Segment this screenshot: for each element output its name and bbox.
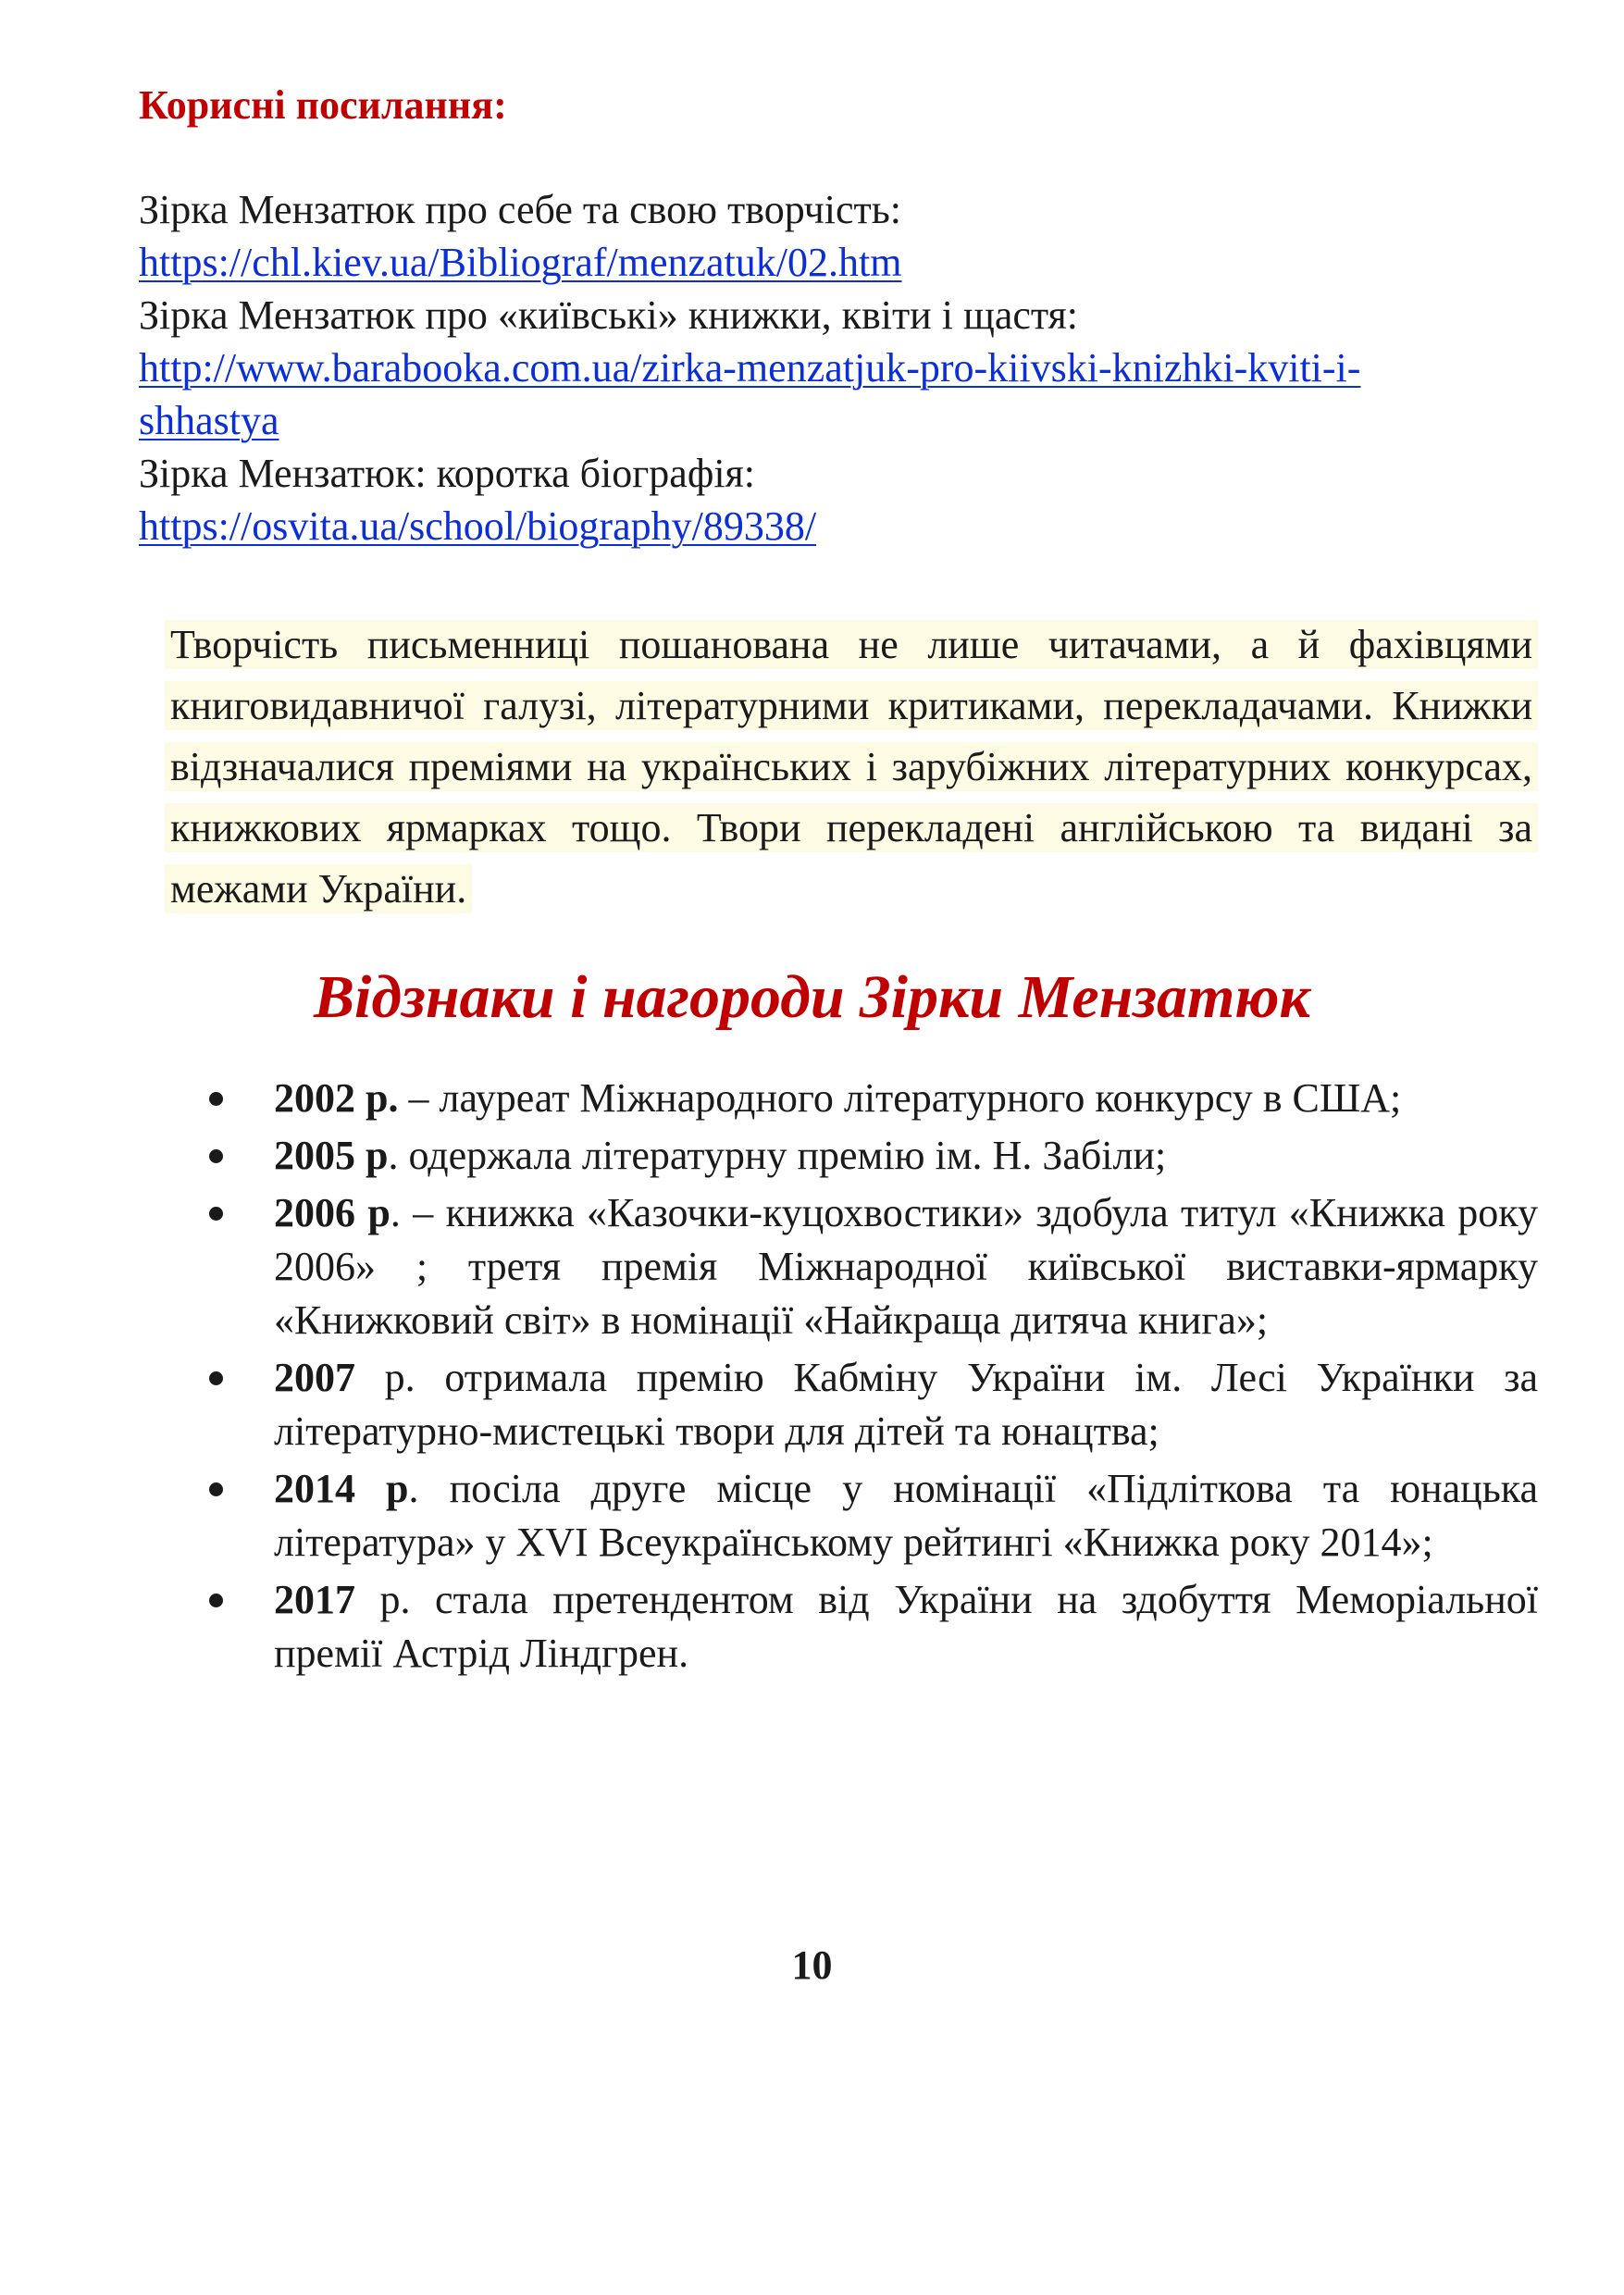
award-year: 2005 р (274, 1133, 389, 1178)
awards-list (194, 1072, 1538, 1684)
bullet-icon (209, 1092, 223, 1106)
link-chl-kiev[interactable]: https://chl.kiev.ua/Bibliograf/menzatuk/02.htm (139, 240, 902, 285)
award-text: – лауреат Міжнародного літературного конкурсу в США; (398, 1075, 1402, 1121)
list-item (194, 1072, 1538, 1125)
bullet-icon (209, 1149, 223, 1163)
link-barabooka-part2[interactable]: shhastya (139, 398, 279, 443)
link-label-about-self: Зірка Мензатюк про себе та свою творчість: (139, 187, 902, 232)
highlighted-paragraph (165, 614, 1538, 920)
link-barabooka-part1[interactable]: http://www.barabooka.com.ua/zirka-menzatjuk-pro-kiivski-knizhki-kviti-i- (139, 345, 1361, 391)
award-year: 2014 р (274, 1466, 409, 1511)
award-text: р. стала претендентом від України на здобуття Меморіальної премії Астрід Ліндгрен. (274, 1577, 1538, 1676)
useful-links-list (139, 183, 1536, 552)
list-item (194, 1351, 1538, 1458)
award-text: . – книжка «Казочки-куцохвостики» здобула титул «Книжка року 2006» ; третя премія Міжнародної київської виставки-ярмарку «Книжковий світ» в номінації «Найкраща дитяча книга»; (274, 1190, 1538, 1343)
awards-title: Відзнаки і нагороди Зірки Мензатюк (313, 963, 1311, 1031)
bullet-icon (209, 1371, 223, 1385)
award-text: . посіла друге місце у номінації «Підліткова та юнацька література» у XVI Всеукраїнському рейтингі «Книжка року 2014»; (274, 1466, 1539, 1565)
list-item (194, 1186, 1538, 1347)
highlighted-paragraph-text: Творчість письменниці пошанована не лише читачами, а й фахівцями книговидавничої галузі, літературними критиками, перекладачами. Книжки відзначалися преміями на українських і зарубіжних літературних конкурсах, книжкових ярмарках тощо. Твори перекладені англійською та видані за межами України. (165, 620, 1538, 913)
bullet-icon (209, 1594, 223, 1607)
award-year: 2017 (274, 1577, 355, 1622)
award-year: 2007 (274, 1355, 355, 1400)
award-text: . одержала літературну премію ім. Н. Забіли; (388, 1133, 1167, 1178)
bullet-icon (209, 1482, 223, 1496)
list-item (194, 1573, 1538, 1681)
award-year: 2002 р. (274, 1075, 399, 1121)
link-label-kyiv-books: Зірка Мензатюк про «київські» книжки, квіти і щастя: (139, 292, 1079, 338)
award-year: 2006 р (274, 1190, 391, 1235)
list-item (194, 1462, 1538, 1569)
award-text: р. отримала премію Кабміну України ім. Лесі Українки за літературно-мистецькі твори для дітей та юнацтва; (274, 1355, 1538, 1454)
bullet-icon (209, 1207, 223, 1221)
page-number: 10 (791, 1942, 833, 1988)
useful-links-heading: Корисні посилання: (139, 82, 507, 128)
link-osvita[interactable]: https://osvita.ua/school/biography/89338/ (139, 503, 817, 549)
list-item (194, 1129, 1538, 1183)
link-label-biography: Зірка Мензатюк: коротка біографія: (139, 451, 756, 496)
